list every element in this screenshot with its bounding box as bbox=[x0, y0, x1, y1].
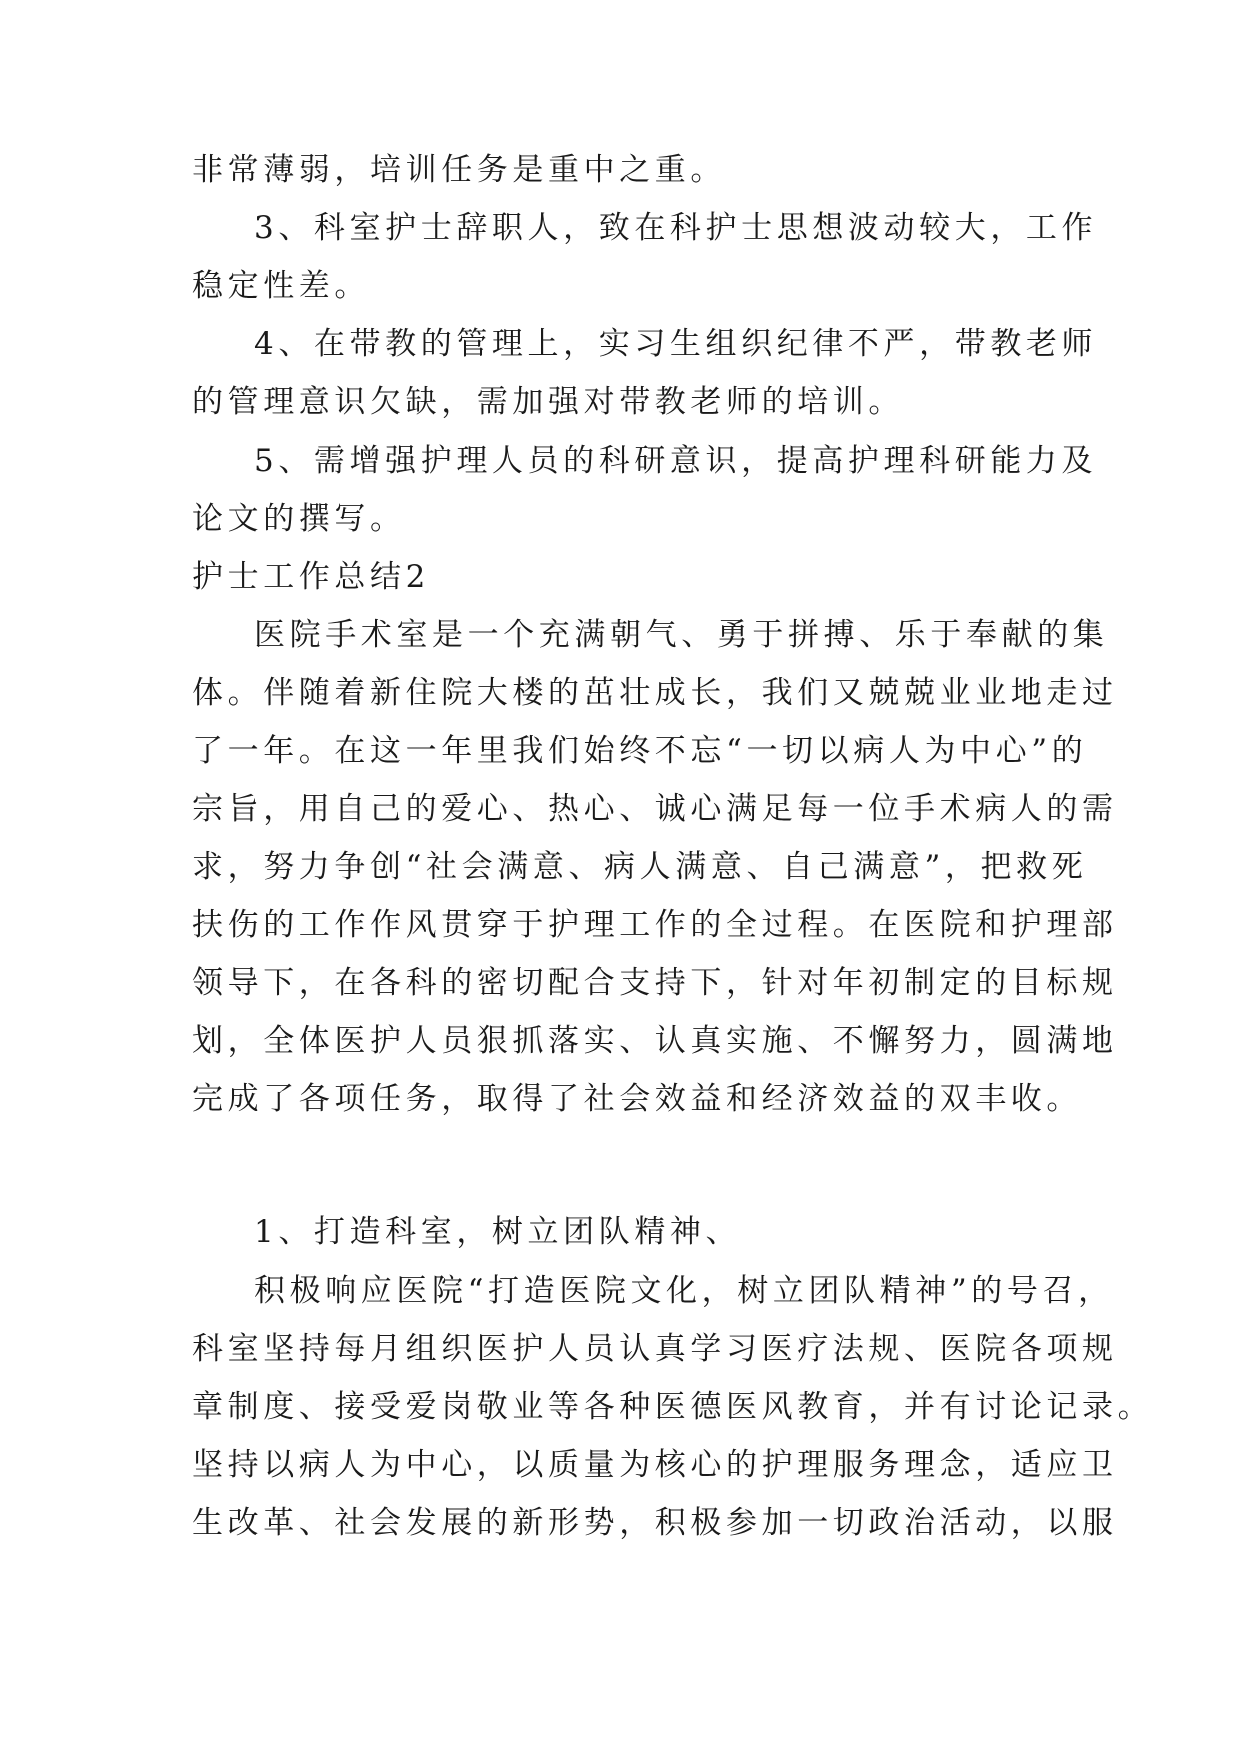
text-line: 稳定性差。 bbox=[192, 268, 370, 304]
text-line: 完成了各项任务，取得了社会效益和经济效益的双丰收。 bbox=[192, 1081, 1082, 1117]
text-line: 章制度、接受爱岗敬业等各种医德医风教育，并有讨论记录。 bbox=[192, 1389, 1154, 1425]
text-line: 论文的撰写。 bbox=[192, 501, 406, 537]
list-item-4: 4、在带教的管理上，实习生组织纪律不严，带教老师 bbox=[254, 326, 1098, 362]
text-line: 坚持以病人为中心，以质量为核心的护理服务理念，适应卫 bbox=[192, 1447, 1118, 1483]
list-item-3: 3、科室护士辞职人，致在科护士思想波动较大，工作 bbox=[254, 210, 1098, 246]
section-heading: 护士工作总结2 bbox=[192, 559, 430, 595]
text-line: 的管理意识欠缺，需加强对带教老师的培训。 bbox=[192, 384, 904, 420]
text-line: 体。伴随着新住院大楼的茁壮成长，我们又兢兢业业地走过 bbox=[192, 675, 1118, 711]
text-line: 扶伤的工作作风贯穿于护理工作的全过程。在医院和护理部 bbox=[192, 907, 1118, 943]
list-item-5: 5、需增强护理人员的科研意识，提高护理科研能力及 bbox=[254, 443, 1098, 479]
text-line: 领导下，在各科的密切配合支持下，针对年初制定的目标规 bbox=[192, 965, 1118, 1001]
list-item-1: 1、打造科室，树立团队精神、 bbox=[254, 1214, 742, 1250]
text-line: 宗旨，用自己的爱心、热心、诚心满足每一位手术病人的需 bbox=[192, 791, 1118, 827]
text-line: 划，全体医护人员狠抓落实、认真实施、不懈努力，圆满地 bbox=[192, 1023, 1118, 1059]
text-line: 了一年。在这一年里我们始终不忘“一切以病人为中心”的 bbox=[192, 733, 1088, 769]
text-line: 科室坚持每月组织医护人员认真学习医疗法规、医院各项规 bbox=[192, 1331, 1118, 1367]
paragraph-start: 积极响应医院“打造医院文化，树立团队精神”的号召， bbox=[254, 1273, 1114, 1309]
text-line: 非常薄弱，培训任务是重中之重。 bbox=[192, 152, 726, 188]
text-line: 生改革、社会发展的新形势，积极参加一切政治活动，以服 bbox=[192, 1505, 1118, 1541]
text-line: 求，努力争创“社会满意、病人满意、自己满意”，把救死 bbox=[192, 849, 1088, 885]
paragraph-start: 医院手术室是一个充满朝气、勇于拼搏、乐于奉献的集 bbox=[254, 617, 1109, 653]
